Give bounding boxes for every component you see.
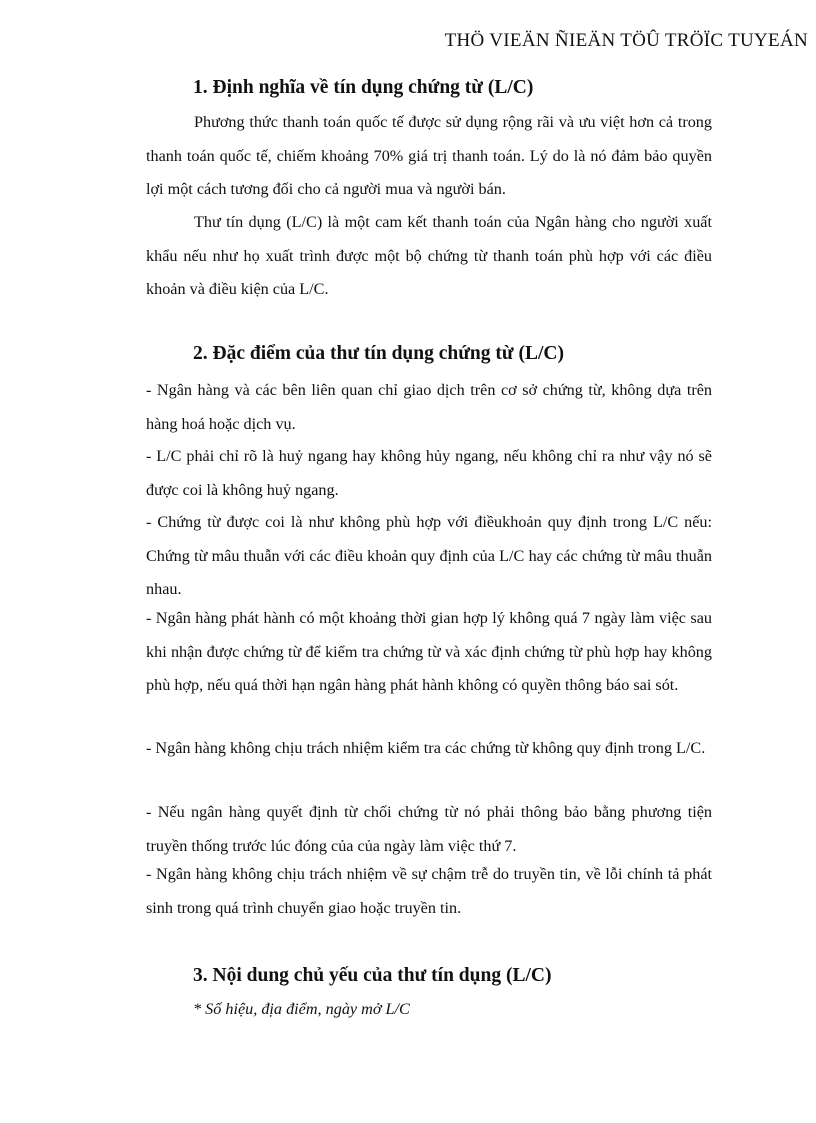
section-1-heading: 1. Định nghĩa về tín dụng chứng từ (L/C): [193, 77, 534, 98]
section-3-heading: 3. Nội dung chủ yếu của thư tín dụng (L/C): [193, 965, 552, 986]
section-2-bullet: - Ngân hàng không chịu trách nhiệm về sự chậm trễ do truyền tin, về lỗi chính tả phát sinh trong quá trình chuyển giao hoặc truyền tin.: [146, 865, 712, 917]
section-1-paragraph: Phương thức thanh toán quốc tế được sử dụng rộng rãi và ưu việt hơn cả trong thanh toán quốc tế, chiếm khoảng 70% giá trị thanh toán. Lý do là nó đảm bảo quyền lợi một cách tương đối cho cả người mua và người bán.: [146, 113, 712, 198]
section-2-heading: 2. Đặc điểm của thư tín dụng chứng từ (L/C): [193, 343, 564, 364]
section-2-bullet: - Chứng từ được coi là như không phù hợp với điềukhoản quy định trong L/C nếu: Chứng từ mâu thuẫn với các điều khoản quy định của L/C hay các chứng từ mâu thuẫn nhau.: [146, 513, 712, 598]
section-2-bullet: - Ngân hàng phát hành có một khoảng thời gian hợp lý không quá 7 ngày làm việc sau khi nhận được chứng từ để kiểm tra chứng từ và xác định chứng từ phù hợp hay không phù hợp, nếu quá thời hạn ngân hàng phát hành không có quyền thông báo sai sót.: [146, 609, 712, 694]
section-2-bullet: - L/C phải chỉ rõ là huỷ ngang hay không hủy ngang, nếu không chỉ ra như vậy nó sẽ được coi là không huỷ ngang.: [146, 447, 712, 499]
section-2-bullet: - Nếu ngân hàng quyết định từ chối chứng từ nó phải thông bảo bằng phương tiện truyền thống trước lúc đóng của của ngày làm việc thứ 7.: [146, 803, 712, 855]
section-1-paragraph: Thư tín dụng (L/C) là một cam kết thanh toán của Ngân hàng cho người xuất khẩu nếu như họ xuất trình được một bộ chứng từ thanh toán phù hợp với các điều khoản và điều kiện của L/C.: [146, 213, 712, 298]
page-header: THÖ VIEÄN ÑIEÄN TÖÛ TRÖÏC TUYEÁN: [444, 30, 808, 51]
section-2-bullet: - Ngân hàng không chịu trách nhiệm kiểm tra các chứng từ không quy định trong L/C.: [146, 739, 706, 757]
section-2-bullet: - Ngân hàng và các bên liên quan chỉ giao dịch trên cơ sở chứng từ, không dựa trên hàng hoá hoặc dịch vụ.: [146, 381, 712, 433]
section-3-item: * Số hiệu, địa điểm, ngày mở L/C: [193, 1000, 410, 1018]
